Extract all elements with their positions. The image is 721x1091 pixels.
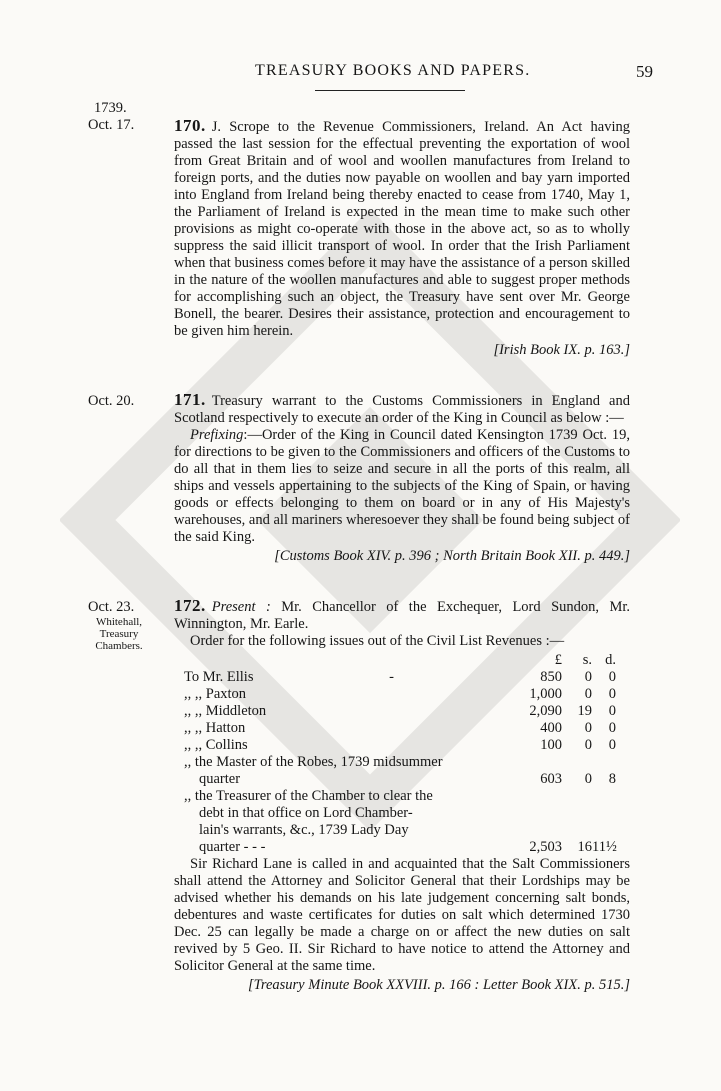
present-text: Mr. Chancellor of the Exchequer, Lord Sundon, Mr. Winnington, Mr. Earle.	[174, 599, 630, 632]
header-rule	[315, 90, 465, 91]
entry-text: Treasury warrant to the Customs Commissioners in England and Scotland respectively to execute an order of the King in Council as below :—	[174, 393, 630, 426]
issue-row: To Mr. Ellis - 850 0 0	[184, 669, 616, 685]
issues-table	[174, 652, 630, 856]
prefixing-text: :—Order of the King in Council dated Kensington 1739 Oct. 19, for directions to be given to the Commissioners and officers of the Customs to do all that in them lies to seize and secure in all the ports of this realm, all ships and vessels appertaining to the subjects of the King of Spain, or having goods or effects belonging to them on board or in any of His Majesty's warehouses, and all mariners wheresoever they shall be found being subject of the said King.	[174, 427, 630, 545]
margin-place: Whitehall, Treasury Chambers.	[95, 616, 143, 652]
entry-170	[88, 100, 648, 359]
margin-date: Oct. 23. Whitehall, Treasury Chambers.	[88, 599, 163, 652]
entry-text: J. Scrope to the Revenue Commissioners, Ireland. An Act having passed the last session for the effectual preventing the exportation of wool from Great Britain and of wool and woollen manufactures from Ireland to foreign ports, and the duties now payable on woollen and bay yarn imported into England from Ireland being thereby enacted to cease from 1740, May 1, the Parliament of Ireland is expected in the mean time to make such other provisions as might co-operate with those in the above act, so as to wholly suppress the said illicit transport of wool. In order that the Irish Parliament when that business comes before it may have the assistance of a person skilled in the nature of the woollen manufactures and able to suggest proper methods for accomplishing such an object, the Treasury have sent over Mr. George Bonell, the bearer. Desires their assistance, protection and encouragement to be given him herein.	[174, 119, 630, 339]
entry-body	[174, 597, 630, 994]
order-intro: Order for the following issues out of the Civil List Revenues :—	[190, 633, 565, 649]
issue-chamber: ,, the Treasurer of the Chamber to clear the debt in that office on Lord Chamber- lain's warrants, &c., 1739 Lady Day quarter - - - 2,503 16 11½	[184, 788, 617, 855]
currency-header: £ s. d.	[554, 652, 616, 668]
entry-body	[174, 391, 630, 565]
entry-number: 171.	[174, 390, 206, 409]
margin-date: Oct. 20.	[88, 393, 135, 409]
page-number: 59	[636, 62, 653, 81]
entry-171	[88, 391, 648, 565]
entry-body	[174, 100, 630, 359]
entry-172	[88, 597, 648, 994]
issue-row: ,, ,, Collins 100 0 0	[184, 737, 616, 753]
entry-citation: [Irish Book IX. p. 163.]	[493, 342, 630, 358]
margin-date: Oct. 17.	[88, 117, 135, 133]
prefixing-label: Prefixing	[190, 427, 244, 443]
entry-number: 172.	[174, 596, 206, 615]
entry-number: 170.	[174, 116, 206, 135]
issue-row: ,, ,, Hatton 400 0 0	[184, 720, 616, 736]
page-header	[165, 58, 655, 88]
issue-row: ,, ,, Paxton 1,000 0 0	[184, 686, 616, 702]
issue-row: ,, ,, Middleton 2,090 19 0	[184, 703, 616, 719]
issue-robes: ,, the Master of the Robes, 1739 midsummer quarter 603 0 8	[184, 754, 616, 787]
running-title: TREASURY BOOKS AND PAPERS.	[255, 62, 531, 79]
prefixing-paragraph	[174, 427, 630, 546]
closing-paragraph: Sir Richard Lane is called in and acquainted that the Salt Commissioners shall attend the Attorney and Solicitor General that their Lordships may be advised whether his demands on his late judgement concerning salt bonds, debentures and waste certificates for duties on salt which determined 1730 Dec. 25 can legally be made a charge on or affect the new duties on salt revived by 5 Geo. II. Sir Richard to have notice to attend the Attorney and Solicitor General at the same time.	[174, 856, 630, 974]
present-label: Present :	[211, 599, 271, 615]
entry-citation: [Treasury Minute Book XXVIII. p. 166 : Letter Book XIX. p. 515.]	[247, 977, 630, 993]
margin-year: 1739. Oct. 17.	[88, 100, 163, 134]
entry-citation: [Customs Book XIV. p. 396 ; North Britain Book XII. p. 449.]	[274, 548, 630, 564]
